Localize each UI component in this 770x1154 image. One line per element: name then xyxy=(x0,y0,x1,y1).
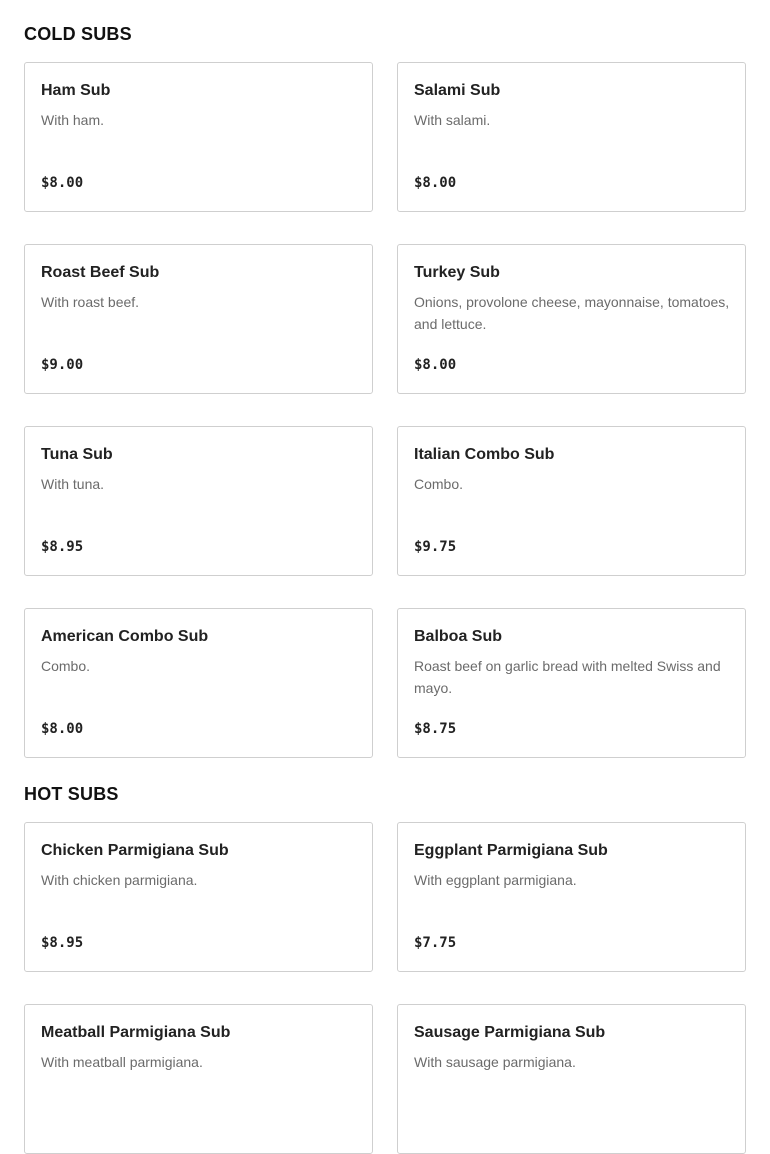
menu-item-roast-beef-sub[interactable] xyxy=(24,244,373,394)
item-description: With salami. xyxy=(414,112,491,128)
item-description: Combo. xyxy=(414,476,464,492)
item-name: Ham Sub xyxy=(41,82,111,99)
menu-item-turkey-sub[interactable] xyxy=(397,244,746,394)
menu-item-chicken-parmigiana-sub[interactable] xyxy=(24,822,373,972)
item-price: $7.75 xyxy=(414,935,457,951)
item-description: Combo. xyxy=(41,658,91,674)
item-name: Balboa Sub xyxy=(414,628,503,645)
item-price: $8.95 xyxy=(41,935,84,951)
item-description: With ham. xyxy=(41,112,105,128)
menu-item-american-combo-sub[interactable] xyxy=(24,608,373,758)
item-description: With eggplant parmigiana. xyxy=(414,872,577,888)
menu-item-sausage-parmigiana-sub[interactable] xyxy=(397,1004,746,1154)
menu-item-balboa-sub[interactable] xyxy=(397,608,746,758)
item-description: With meatball parmigiana. xyxy=(41,1054,203,1070)
item-name: Tuna Sub xyxy=(41,446,113,463)
item-name: Salami Sub xyxy=(414,82,501,99)
item-price: $9.00 xyxy=(41,357,84,373)
item-name: Meatball Parmigiana Sub xyxy=(41,1024,231,1041)
item-name: Italian Combo Sub xyxy=(414,446,555,463)
item-description: Onions, provolone cheese, mayonnaise, tomatoes, and lettuce. xyxy=(414,294,730,332)
item-price: $8.00 xyxy=(414,357,457,373)
menu-item-salami-sub[interactable] xyxy=(397,62,746,212)
item-name: Turkey Sub xyxy=(414,264,500,281)
item-name: Sausage Parmigiana Sub xyxy=(414,1024,606,1041)
item-price: $8.00 xyxy=(414,175,457,191)
section-title-cold-subs: COLD SUBS xyxy=(24,24,132,44)
item-description: With roast beef. xyxy=(41,294,140,310)
item-name: Eggplant Parmigiana Sub xyxy=(414,842,608,859)
item-name: Roast Beef Sub xyxy=(41,264,160,281)
item-price: $8.75 xyxy=(414,721,457,737)
item-name: American Combo Sub xyxy=(41,628,209,645)
menu-item-eggplant-parmigiana-sub[interactable] xyxy=(397,822,746,972)
menu-item-tuna-sub[interactable] xyxy=(24,426,373,576)
item-price: $8.00 xyxy=(41,175,84,191)
menu-item-ham-sub[interactable] xyxy=(24,62,373,212)
section-title-hot-subs: HOT SUBS xyxy=(24,784,119,804)
menu-item-italian-combo-sub[interactable] xyxy=(397,426,746,576)
item-price: $9.75 xyxy=(414,539,457,555)
item-description: With sausage parmigiana. xyxy=(414,1054,576,1070)
item-price: $8.95 xyxy=(41,539,84,555)
item-name: Chicken Parmigiana Sub xyxy=(41,842,229,859)
item-price: $8.00 xyxy=(41,721,84,737)
menu-item-meatball-parmigiana-sub[interactable] xyxy=(24,1004,373,1154)
item-description: With tuna. xyxy=(41,476,105,492)
item-description: Roast beef on garlic bread with melted Swiss and mayo. xyxy=(414,658,721,696)
item-description: With chicken parmigiana. xyxy=(41,872,198,888)
